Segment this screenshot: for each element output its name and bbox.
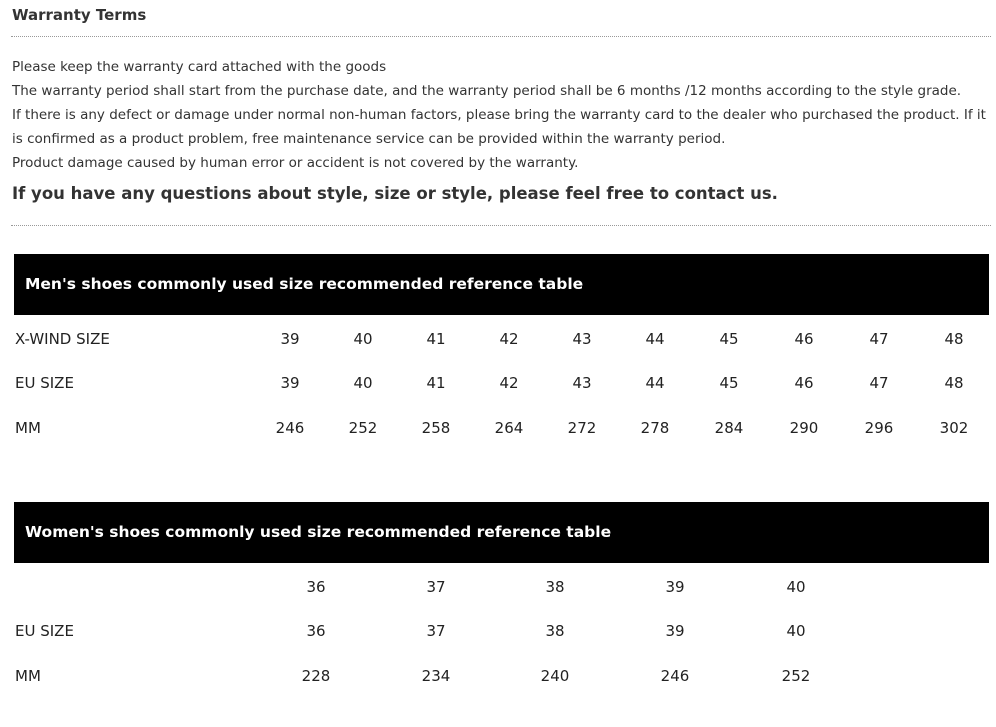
divider (11, 36, 991, 37)
warranty-text (12, 55, 992, 175)
table-cell: 48 (944, 330, 964, 348)
table-cell: 44 (645, 330, 665, 348)
table-cell: 42 (499, 330, 519, 348)
table-cell: 39 (665, 578, 685, 596)
table-cell: 41 (426, 330, 446, 348)
table-cell: 40 (786, 578, 806, 596)
table-cell: 240 (540, 667, 570, 685)
row-label: MM (15, 419, 41, 437)
table-cell: 272 (567, 419, 597, 437)
table-row (0, 661, 996, 691)
table-cell: 45 (719, 330, 739, 348)
table-cell: 40 (786, 622, 806, 640)
table-cell: 40 (353, 374, 373, 392)
row-label: EU SIZE (15, 374, 74, 392)
womens-table-header: Women's shoes commonly used size recommended reference table (14, 502, 989, 563)
table-row (0, 616, 996, 646)
table-cell: 36 (306, 622, 326, 640)
table-cell: 39 (665, 622, 685, 640)
table-cell: 264 (494, 419, 524, 437)
table-cell: 302 (939, 419, 969, 437)
table-cell: 40 (353, 330, 373, 348)
row-label: MM (15, 667, 41, 685)
table-row (0, 572, 996, 602)
table-cell: 258 (421, 419, 451, 437)
table-cell: 252 (781, 667, 811, 685)
row-label: X-WIND SIZE (15, 330, 110, 348)
contact-note: If you have any questions about style, size or style, please feel free to contact us. (12, 184, 778, 203)
table-cell: 278 (640, 419, 670, 437)
warranty-title: Warranty Terms (12, 6, 147, 24)
mens-table-header: Men's shoes commonly used size recommended reference table (14, 254, 989, 315)
table-cell: 246 (275, 419, 305, 437)
divider (11, 225, 991, 226)
table-cell: 290 (789, 419, 819, 437)
table-cell: 234 (421, 667, 451, 685)
table-cell: 38 (545, 578, 565, 596)
table-row (0, 368, 996, 398)
warranty-line: Please keep the warranty card attached with the goods (12, 59, 387, 75)
row-label: EU SIZE (15, 622, 74, 640)
table-cell: 43 (572, 330, 592, 348)
table-row (0, 413, 996, 443)
table-cell: 228 (301, 667, 331, 685)
table-cell: 41 (426, 374, 446, 392)
table-cell: 48 (944, 374, 964, 392)
table-cell: 43 (572, 374, 592, 392)
table-cell: 47 (869, 330, 889, 348)
warranty-line: The warranty period shall start from the purchase date, and the warranty period shall be 6 months /12 months according to the style grade. (12, 83, 962, 99)
table-cell: 45 (719, 374, 739, 392)
warranty-line: If there is any defect or damage under normal non-human factors, please bring the warranty card to the dealer who purchased the product. If it is confirmed as a product problem, free maintenance service can be provided within the warranty period. (12, 107, 986, 147)
table-cell: 44 (645, 374, 665, 392)
warranty-line: Product damage caused by human error or accident is not covered by the warranty. (12, 155, 579, 171)
table-cell: 252 (348, 419, 378, 437)
table-cell: 47 (869, 374, 889, 392)
table-cell: 39 (280, 330, 300, 348)
table-cell: 46 (794, 374, 814, 392)
table-cell: 36 (306, 578, 326, 596)
table-cell: 246 (660, 667, 690, 685)
table-cell: 37 (426, 578, 446, 596)
table-cell: 284 (714, 419, 744, 437)
table-cell: 42 (499, 374, 519, 392)
table-cell: 46 (794, 330, 814, 348)
table-cell: 39 (280, 374, 300, 392)
table-cell: 296 (864, 419, 894, 437)
table-row (0, 324, 996, 354)
table-cell: 37 (426, 622, 446, 640)
table-cell: 38 (545, 622, 565, 640)
